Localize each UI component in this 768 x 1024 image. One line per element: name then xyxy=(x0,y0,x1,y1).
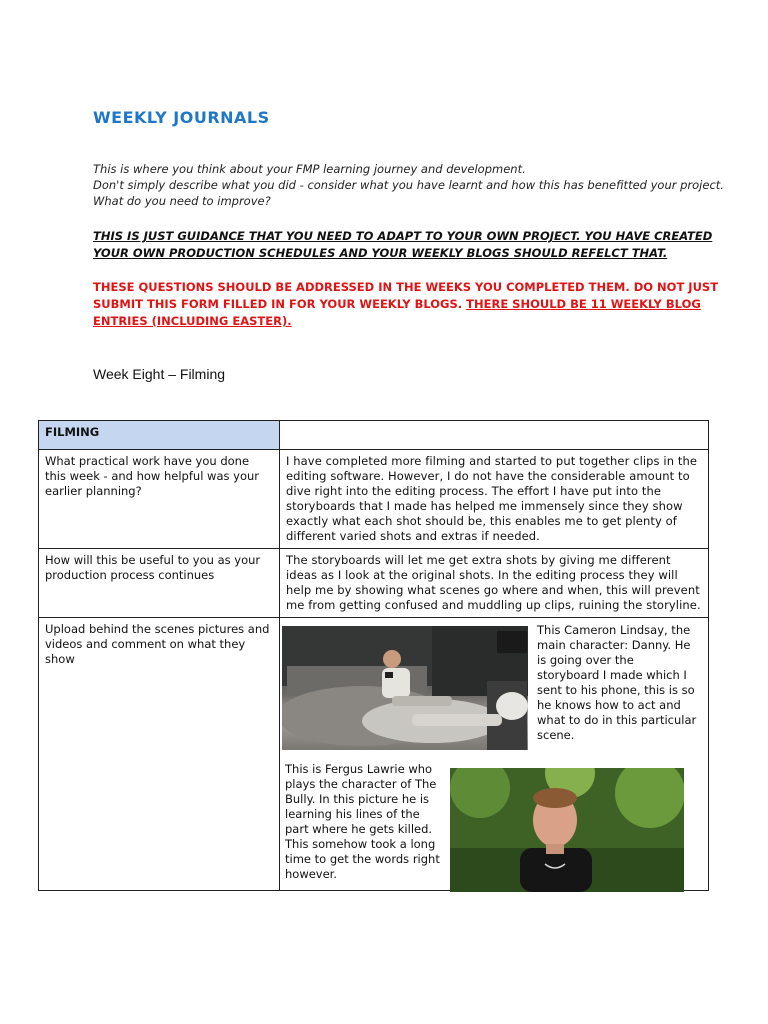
warning-part-2: THERE SHOULD BE 11 WEEKLY BLOG ENTRIES (INCLUDING EASTER). xyxy=(93,297,701,328)
warning-part-1: THESE QUESTIONS SHOULD BE ADDRESSED IN THE WEEKS YOU COMPLETED THEM. DO NOT JUST SUBMIT THIS FORM FILLED IN FOR YOUR WEEKLY BLOGS. xyxy=(93,280,719,311)
bedroom-photo-illustration xyxy=(282,626,528,750)
question-cell: Upload behind the scenes pictures and videos and comment on what they show xyxy=(39,618,280,891)
question-cell: What practical work have you done this week - and how helpful was your earlier planning? xyxy=(39,450,280,549)
week-heading: Week Eight – Filming xyxy=(93,366,226,382)
page-title: WEEKLY JOURNALS xyxy=(93,108,270,127)
question-cell: How will this be useful to you as your production process continues xyxy=(39,549,280,618)
photo-actor-on-bed xyxy=(282,626,528,750)
journal-table xyxy=(38,420,709,891)
photo-caption-1: This Cameron Lindsay, the main character: Danny. He is going over the storyboard I made which I sent to his phone, this is so he knows how to act and what to do in this particular scene. xyxy=(537,623,697,742)
guidance-text: THIS IS JUST GUIDANCE THAT YOU NEED TO ADAPT TO YOUR OWN PROJECT. YOU HAVE CREATED YOUR OWN PRODUCTION SCHEDULES AND YOUR WEEKLY BLOGS SHOULD REFELCT THAT. xyxy=(93,229,713,260)
table-header-empty xyxy=(280,421,709,450)
answer-cell: The storyboards will let me get extra shots by giving me different ideas as I look at the original shots. In the editing process they will help me by showing what scenes go where and when, this will prevent me from getting confused and muddling up clips, ruining the storyline. xyxy=(280,549,709,618)
intro-line-1: This is where you think about your FMP learning journey and development. xyxy=(93,162,526,176)
table-header-row xyxy=(39,421,709,450)
photo-actor-in-woods xyxy=(450,768,684,892)
intro-text xyxy=(93,161,733,209)
warning-text xyxy=(93,279,743,330)
woods-photo-illustration xyxy=(450,768,684,892)
table-row xyxy=(39,618,709,891)
table-row xyxy=(39,450,709,549)
photo-caption-2: This is Fergus Lawrie who plays the character of The Bully. In this picture he is learning his lines of the part where he gets killed. This somehow took a long time to get the words right however. xyxy=(285,762,440,881)
intro-line-2: Don't simply describe what you did - consider what you have learnt and how this has benefitted your project. What do you need to improve? xyxy=(93,178,724,208)
table-header-label: FILMING xyxy=(39,421,280,450)
answer-cell: I have completed more filming and started to put together clips in the editing software. However, I do not have the considerable amount to dive right into the editing process. The effort I have put into the storyboards that I made has helped me immensely since they show exactly what each shot should be, this enables me to get plenty of different varied shots and extras if needed. xyxy=(280,450,709,549)
table-row xyxy=(39,549,709,618)
upload-cell xyxy=(280,618,709,891)
